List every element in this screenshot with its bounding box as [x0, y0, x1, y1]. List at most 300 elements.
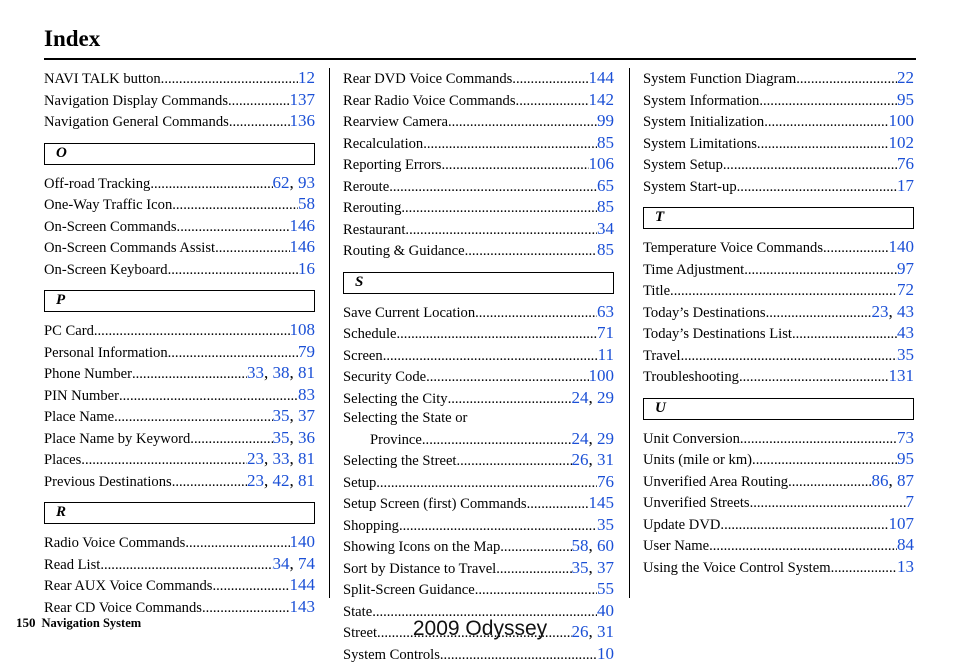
entry-label: Unit Conversion [643, 430, 740, 450]
page-link[interactable]: 58 [572, 536, 589, 555]
entry-label: Sort by Distance to Travel [343, 560, 496, 580]
page-link[interactable]: 42 [273, 471, 290, 490]
page-link[interactable]: 81 [298, 363, 315, 382]
footer-text: Navigation System [42, 616, 142, 630]
page-link[interactable]: 35 [572, 558, 589, 577]
page-link[interactable]: 144 [290, 575, 316, 594]
index-entry [44, 449, 315, 471]
entry-label: Setup [343, 474, 376, 494]
entry-pages [889, 514, 915, 534]
entry-label: Time Adjustment [643, 261, 744, 281]
entry-pages [897, 449, 914, 469]
entry-label: System Information [643, 92, 759, 112]
index-entry [44, 406, 315, 428]
index-entry [643, 68, 914, 90]
entry-label: Recalculation [343, 135, 423, 155]
page-link[interactable]: 29 [597, 388, 614, 407]
entry-pages [872, 471, 915, 491]
page-link[interactable]: 62 [273, 173, 290, 192]
page-separator: , [290, 471, 299, 490]
leader-dots [744, 261, 897, 281]
page-link[interactable]: 76 [897, 154, 914, 173]
entry-label: Rear Radio Voice Commands [343, 92, 516, 112]
leader-dots [500, 538, 571, 558]
index-entry [44, 554, 315, 576]
leader-dots [132, 365, 247, 385]
leader-dots [739, 368, 889, 388]
page-link[interactable]: 71 [597, 323, 614, 342]
entry-pages [572, 388, 615, 408]
entry-pages [897, 154, 914, 174]
index-entry [343, 388, 614, 410]
entry-label: State [343, 603, 372, 623]
page-link[interactable]: 60 [597, 536, 614, 555]
index-entry [343, 90, 614, 112]
entry-pages [298, 385, 315, 405]
entry-pages [298, 259, 315, 279]
page-link[interactable]: 74 [298, 554, 315, 573]
index-entry [343, 133, 614, 155]
page-link[interactable]: 40 [597, 601, 614, 620]
leader-dots [831, 559, 897, 579]
page-link[interactable]: 10 [597, 644, 614, 663]
entry-label: Selecting the Street [343, 452, 456, 472]
page-link[interactable]: 86 [872, 471, 889, 490]
page-link[interactable]: 102 [889, 133, 915, 152]
index-entry [643, 557, 914, 579]
leader-dots [757, 135, 889, 155]
page-link[interactable]: 34 [273, 554, 290, 573]
entry-pages [247, 449, 315, 469]
section-letter: U [655, 400, 666, 417]
entry-label: System Start-up [643, 178, 737, 198]
page-link[interactable]: 84 [897, 535, 914, 554]
entry-pages [290, 532, 316, 552]
leader-dots [720, 516, 888, 536]
leader-dots [448, 390, 572, 410]
entry-label: Navigation Display Commands [44, 92, 228, 112]
entry-label: Place Name [44, 408, 114, 428]
leader-dots [475, 304, 597, 324]
page-separator: , [264, 471, 273, 490]
page-link[interactable]: 35 [597, 515, 614, 534]
page-link[interactable]: 35 [897, 345, 914, 364]
page-link[interactable]: 31 [597, 450, 614, 469]
index-entry [343, 219, 614, 241]
index-entry [44, 259, 315, 281]
entry-label: Read List [44, 556, 100, 576]
page-link[interactable]: 97 [897, 259, 914, 278]
page-link[interactable]: 136 [290, 111, 316, 130]
page-link[interactable]: 37 [298, 406, 315, 425]
index-entry [343, 450, 614, 472]
leader-dots [723, 156, 897, 176]
page-separator: , [589, 622, 598, 641]
title-rule [44, 58, 916, 60]
index-entry [343, 323, 614, 345]
entry-pages [290, 320, 316, 340]
entry-label: Security Code [343, 368, 426, 388]
page-separator: , [589, 450, 598, 469]
section-letter: T [655, 209, 664, 226]
leader-dots [737, 178, 897, 198]
index-entry [44, 363, 315, 385]
leader-dots [788, 473, 871, 493]
entry-label: System Initialization [643, 113, 764, 133]
entry-label: On-Screen Keyboard [44, 261, 168, 281]
entry-label: Restaurant [343, 221, 405, 241]
entry-label: NAVI TALK button [44, 70, 161, 90]
page-link[interactable]: 81 [298, 471, 315, 490]
page-separator: , [889, 302, 898, 321]
leader-dots [512, 70, 588, 90]
index-column-1 [44, 68, 315, 618]
page-link[interactable]: 13 [897, 557, 914, 576]
entry-label: Rerouting [343, 199, 401, 219]
leader-dots [168, 261, 298, 281]
entry-label: Screen [343, 347, 383, 367]
page-link[interactable]: 7 [906, 492, 915, 511]
entry-pages [889, 133, 915, 153]
entry-label: Setup Screen (first) Commands [343, 495, 527, 515]
page-link[interactable]: 79 [298, 342, 315, 361]
entry-label: Street [343, 624, 377, 644]
page-link[interactable]: 23 [872, 302, 889, 321]
page-title: Index [44, 26, 100, 52]
page-link[interactable]: 81 [298, 449, 315, 468]
entry-label: Rear CD Voice Commands [44, 599, 202, 619]
page-link[interactable]: 73 [897, 428, 914, 447]
index-entry [44, 471, 315, 493]
leader-dots [185, 534, 289, 554]
entry-label: Title [643, 282, 670, 302]
index-entry [643, 154, 914, 176]
entry-pages [897, 176, 914, 196]
page-link[interactable]: 108 [290, 320, 316, 339]
page-link[interactable]: 36 [298, 428, 315, 447]
section-letter: P [56, 292, 65, 309]
page-link[interactable]: 93 [298, 173, 315, 192]
page-link[interactable]: 24 [572, 388, 589, 407]
entry-pages [897, 68, 914, 88]
entry-pages [572, 536, 615, 556]
leader-dots [465, 242, 597, 262]
page-link[interactable]: 99 [597, 111, 614, 130]
index-entry [643, 90, 914, 112]
index-entry [343, 515, 614, 537]
section-letter: R [56, 504, 66, 521]
page-link[interactable]: 143 [290, 597, 316, 616]
index-column-2 [343, 68, 614, 665]
entry-pages [597, 302, 614, 322]
page-link[interactable]: 29 [597, 429, 614, 448]
entry-label: System Limitations [643, 135, 757, 155]
page-separator: , [264, 449, 273, 468]
page-separator: , [290, 406, 299, 425]
entry-label: On-Screen Commands [44, 218, 177, 238]
section-header [643, 207, 914, 229]
watermark: 2009 Odyssey [0, 617, 960, 641]
entry-label: Place Name by Keyword [44, 430, 190, 450]
leader-dots [766, 304, 872, 324]
leader-dots [764, 113, 888, 133]
page-link[interactable]: 95 [897, 449, 914, 468]
page-separator: , [290, 363, 299, 382]
entry-label: Today’s Destinations List [643, 325, 792, 345]
entry-pages [597, 133, 614, 153]
page-link[interactable]: 146 [290, 216, 316, 235]
leader-dots [681, 347, 897, 367]
page-link[interactable]: 131 [889, 366, 915, 385]
page-link[interactable]: 142 [589, 90, 615, 109]
index-column-3 [643, 68, 914, 578]
leader-dots [750, 494, 906, 514]
page-link[interactable]: 85 [597, 133, 614, 152]
index-entry [44, 68, 315, 90]
index-entry [643, 492, 914, 514]
page-link[interactable]: 87 [897, 471, 914, 490]
page-link[interactable]: 23 [247, 471, 264, 490]
page-link[interactable]: 72 [897, 280, 914, 299]
index-entry [44, 194, 315, 216]
leader-dots [709, 537, 897, 557]
section-header [343, 272, 614, 294]
entry-label: System Function Diagram [643, 70, 796, 90]
page-link[interactable]: 38 [273, 363, 290, 382]
page-link[interactable]: 85 [597, 240, 614, 259]
page-link[interactable]: 23 [247, 449, 264, 468]
entry-pages [298, 68, 315, 88]
leader-dots [161, 70, 298, 90]
page-number: 150 [16, 615, 36, 630]
index-entry [44, 575, 315, 597]
index-entry [343, 429, 614, 451]
entry-pages [273, 406, 316, 426]
leader-dots [440, 646, 597, 665]
index-entry: Selecting the State or [343, 409, 614, 429]
index-entry [643, 111, 914, 133]
entry-pages [247, 471, 315, 491]
entry-label: Shopping [343, 517, 399, 537]
page-link[interactable]: 43 [897, 302, 914, 321]
leader-dots [100, 556, 272, 576]
leader-dots [792, 325, 897, 345]
page-link[interactable]: 26 [572, 622, 589, 641]
entry-pages [572, 558, 615, 578]
entry-pages [589, 493, 615, 513]
page-link[interactable]: 137 [290, 90, 316, 109]
page-link[interactable]: 22 [897, 68, 914, 87]
leader-dots [475, 581, 597, 601]
entry-pages [273, 554, 316, 574]
entry-pages [589, 366, 615, 386]
leader-dots [823, 239, 888, 259]
entry-pages [273, 428, 316, 448]
page-separator: , [264, 363, 273, 382]
entry-label: Travel [643, 347, 681, 367]
page-link[interactable]: 12 [298, 68, 315, 87]
page-link[interactable]: 95 [897, 90, 914, 109]
entry-label: Split-Screen Guidance [343, 581, 475, 601]
section-header [44, 143, 315, 165]
entry-label: Navigation General Commands [44, 113, 229, 133]
page-link[interactable]: 100 [589, 366, 615, 385]
page-separator: , [290, 173, 299, 192]
entry-label: Unverified Streets [643, 494, 750, 514]
page-link[interactable]: 34 [597, 219, 614, 238]
entry-pages [290, 597, 316, 617]
leader-dots [423, 135, 597, 155]
entry-pages [897, 323, 914, 343]
entry-pages [597, 219, 614, 239]
page-link[interactable]: 100 [889, 111, 915, 130]
page-link[interactable]: 26 [572, 450, 589, 469]
leader-dots [376, 474, 597, 494]
page-link[interactable]: 107 [889, 514, 915, 533]
entry-pages [889, 237, 915, 257]
entry-label: Reroute [343, 178, 389, 198]
page-link[interactable]: 24 [572, 429, 589, 448]
entry-label: Unverified Area Routing [643, 473, 788, 493]
entry-label: Schedule [343, 325, 397, 345]
page-link[interactable]: 35 [273, 428, 290, 447]
leader-dots [796, 70, 897, 90]
entry-pages [897, 428, 914, 448]
page-link[interactable]: 106 [589, 154, 615, 173]
page-link[interactable]: 140 [290, 532, 316, 551]
index-entry [343, 302, 614, 324]
page-link[interactable]: 31 [597, 622, 614, 641]
index-entry [643, 133, 914, 155]
page-link[interactable]: 146 [290, 237, 316, 256]
index-entry [44, 320, 315, 342]
leader-dots [213, 577, 290, 597]
leader-dots [401, 199, 597, 219]
entry-label: Today’s Destinations [643, 304, 766, 324]
entry-pages [290, 237, 316, 257]
entry-pages [589, 68, 615, 88]
section-header [44, 290, 315, 312]
entry-label: Selecting the City [343, 390, 448, 410]
page-separator: , [589, 536, 598, 555]
index-entry [643, 323, 914, 345]
entry-label: Save Current Location [343, 304, 475, 324]
leader-dots [448, 113, 597, 133]
leader-dots [422, 431, 572, 451]
entry-pages [897, 90, 914, 110]
entry-label: Showing Icons on the Map [343, 538, 500, 558]
entry-label: Reporting Errors [343, 156, 442, 176]
leader-dots [119, 387, 298, 407]
entry-label: Rear AUX Voice Commands [44, 577, 213, 597]
page-link[interactable]: 144 [589, 68, 615, 87]
entry-label: User Name [643, 537, 709, 557]
leader-dots [527, 495, 589, 515]
index-entry [643, 535, 914, 557]
leader-dots [94, 322, 290, 342]
entry-pages [598, 345, 614, 365]
page-link[interactable]: 11 [598, 345, 614, 364]
entry-label: Province [370, 431, 422, 451]
leader-dots [168, 344, 298, 364]
page-link[interactable]: 55 [597, 579, 614, 598]
page-link[interactable]: 58 [298, 194, 315, 213]
index-entry [343, 154, 614, 176]
leader-dots [759, 92, 897, 112]
index-entry [343, 345, 614, 367]
entry-pages [589, 90, 615, 110]
index-entry [643, 471, 914, 493]
page-link[interactable]: 35 [273, 406, 290, 425]
index-entry [643, 302, 914, 324]
entry-pages [597, 176, 614, 196]
entry-pages [897, 557, 914, 577]
page-link[interactable]: 140 [889, 237, 915, 256]
index-entry [643, 280, 914, 302]
page-link[interactable]: 76 [597, 472, 614, 491]
entry-pages [589, 154, 615, 174]
leader-dots [516, 92, 589, 112]
page-separator: , [589, 388, 598, 407]
leader-dots [399, 517, 597, 537]
page-link[interactable]: 85 [597, 197, 614, 216]
index-entry [44, 532, 315, 554]
index-entry [643, 514, 914, 536]
entry-label: One-Way Traffic Icon [44, 196, 172, 216]
leader-dots [228, 92, 289, 112]
entry-pages [597, 111, 614, 131]
entry-label: Units (mile or km) [643, 451, 752, 471]
leader-dots [456, 452, 571, 472]
page-link[interactable]: 83 [298, 385, 315, 404]
entry-pages [298, 194, 315, 214]
leader-dots [670, 282, 897, 302]
section-letter: O [56, 145, 67, 162]
entry-pages [889, 366, 915, 386]
entry-label: Previous Destinations [44, 473, 172, 493]
section-header [643, 398, 914, 420]
index-entry [343, 240, 614, 262]
leader-dots [752, 451, 897, 471]
entry-label: System Setup [643, 156, 723, 176]
page-link[interactable]: 17 [897, 176, 914, 195]
index-entry [44, 173, 315, 195]
leader-dots [383, 347, 598, 367]
entry-label: Update DVD [643, 516, 720, 536]
entry-pages [897, 280, 914, 300]
page-link[interactable]: 65 [597, 176, 614, 195]
entry-pages [298, 342, 315, 362]
index-entry [343, 111, 614, 133]
entry-label: Places [44, 451, 81, 471]
index-entry [44, 428, 315, 450]
entry-label: Using the Voice Control System [643, 559, 831, 579]
page-separator: , [290, 428, 299, 447]
entry-pages [597, 323, 614, 343]
leader-dots [172, 473, 247, 493]
index-entry [343, 472, 614, 494]
page-link[interactable]: 33 [247, 363, 264, 382]
index-entry [44, 237, 315, 259]
page-link[interactable]: 37 [597, 558, 614, 577]
leader-dots [397, 325, 598, 345]
page-link[interactable]: 63 [597, 302, 614, 321]
page-link[interactable]: 145 [589, 493, 615, 512]
page-separator: , [589, 429, 598, 448]
page-link[interactable]: 16 [298, 259, 315, 278]
page-link[interactable]: 43 [897, 323, 914, 342]
page-link[interactable]: 33 [273, 449, 290, 468]
